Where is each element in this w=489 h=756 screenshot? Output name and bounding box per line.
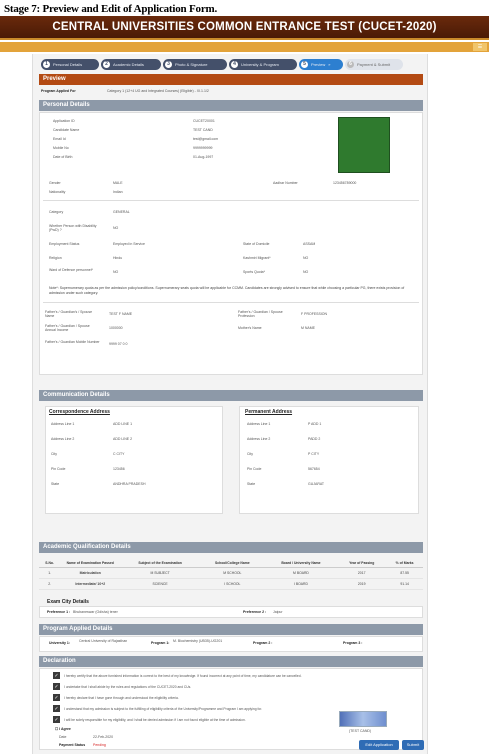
corr-label: Pin Code (51, 467, 66, 471)
cell: M SUBJECT (120, 568, 200, 579)
nationality-value: Indian (113, 190, 123, 194)
col-year: Year of Passing (337, 559, 386, 568)
field-label: Date of Birth (53, 155, 73, 159)
edit-application-button[interactable]: Edit Application (359, 740, 399, 750)
defence-value: NO (113, 270, 119, 274)
checkbox[interactable]: ✓ (54, 672, 59, 679)
checkbox[interactable]: ✓ (54, 716, 59, 723)
university-label: University 1: (49, 641, 71, 645)
field-label: Application ID (53, 119, 75, 123)
stage-title: Stage 7: Preview and Edit of Application Form. (4, 3, 218, 15)
table-row (39, 579, 423, 590)
category-value: GENERAL (113, 210, 130, 214)
personal-details-header: Personal Details (39, 100, 423, 111)
payment-status-value: Pending (93, 743, 106, 747)
divider (43, 302, 419, 303)
communication-header: Communication Details (39, 390, 423, 401)
step-academic[interactable] (101, 59, 161, 70)
field-value: CUCET20001 (193, 119, 215, 123)
corr-value: ANDHRA PRADESH (113, 482, 146, 486)
gender-value: MALE (113, 181, 123, 185)
program1-value: M. Biochemistry (UB35)-UG201 (173, 639, 223, 643)
table-row (39, 568, 423, 579)
pref1-label: Preference 1 : (47, 610, 71, 614)
col-marks: % of Marks (386, 559, 423, 568)
checkbox[interactable]: ✓ (54, 705, 59, 712)
step-label: Preview (311, 62, 326, 67)
step-university[interactable] (229, 59, 297, 70)
declaration-item (53, 693, 179, 702)
correspondence-title: Correspondence Address (49, 409, 110, 415)
checkbox[interactable]: ✓ (54, 694, 59, 701)
supernumerary-note: Note*: Supernumerary quota as per the admission policy/conditions. Supernumerary seats quota will be applicable for CCMM. Candidates are strongly advised to ensure that while choosing a particular PG, there exists provision of admission under such category. (49, 286, 405, 295)
academic-header: Academic Qualification Details (39, 542, 423, 553)
income-label: Father's / Guardian / Spouse Annual Income (45, 324, 90, 332)
field-label: Candidate Name (53, 128, 80, 132)
step-label: Photo & Signature (175, 62, 208, 67)
pref1-value: Bhubaneswar (Odisha) tener (73, 610, 118, 614)
step-label: University & Program (241, 62, 279, 67)
perm-label: State (247, 482, 256, 486)
corr-label: State (51, 482, 60, 486)
corr-value: 123456 (113, 467, 125, 471)
agree-checkbox-label[interactable]: ☐ I Agree (55, 727, 71, 731)
aadhar-label: Aadhar Number (273, 181, 298, 185)
chevron-right-icon: » (328, 62, 331, 67)
declaration-item (53, 704, 262, 713)
col-board: Board / University Name (265, 559, 337, 568)
pref2-value: Jaipur (273, 610, 283, 614)
cell: I SCHOOL (200, 579, 265, 590)
step-number: 4 (231, 61, 238, 68)
perm-value: GUJARAT (308, 482, 325, 486)
step-personal[interactable] (41, 59, 99, 70)
step-label: Payment & Submit (357, 62, 391, 67)
income-value: 1000000 (109, 326, 123, 330)
gender-label: Gender (49, 181, 61, 185)
university-value: Central University of Rajasthan (79, 639, 128, 643)
perm-value: P CITY (308, 452, 320, 456)
mother-label: Mother's Name (238, 326, 262, 330)
declaration-text: I undertake that I shall abide by the rules and regulations of the CUCET-2020 and CUs. (64, 684, 192, 689)
application-page (32, 54, 428, 754)
cell: 2. (39, 579, 60, 590)
program-details-header: Program Applied Details (39, 624, 423, 635)
perm-label: Address Line 1 (247, 422, 271, 426)
perm-label: Pin Code (247, 467, 262, 471)
date-value: 22-Feb-2020 (93, 735, 114, 739)
checkbox[interactable]: ✓ (54, 683, 59, 690)
col-exam: Name of Examination Passed (60, 559, 120, 568)
field-value: TEST CAND (193, 128, 213, 132)
col-subject: Subject of the Examination (120, 559, 200, 568)
cell: 1. (39, 568, 60, 579)
father-profession-value: F PROFESSION (301, 312, 328, 316)
guardian-mobile-label: Father's / Guardian Mobile Number (45, 340, 100, 344)
table-header-row (39, 559, 423, 568)
religion-value: Hindu (113, 256, 123, 260)
declaration-text: I hereby declare that I have gone through and understood the eligibility criteria. (64, 695, 179, 700)
sports-label: Sports Quota* (243, 270, 265, 274)
submit-button[interactable]: Submit (402, 740, 424, 750)
step-number: 1 (43, 61, 50, 68)
nationality-label: Nationality (49, 190, 66, 194)
kashmiri-value: NO (303, 256, 309, 260)
perm-value: P ADD 1 (308, 422, 322, 426)
father-label: Father's / Guardian's / Spouse Name (45, 310, 93, 318)
defence-label: Ward of Defence personnel* (49, 268, 93, 272)
cell: M SCHOOL (200, 568, 265, 579)
date-label: Date (59, 735, 67, 739)
ribbon-bar (0, 42, 489, 52)
mother-value: M NAME (301, 326, 315, 330)
program2-label: Program 2 : (253, 641, 273, 645)
step-number: 6 (347, 61, 354, 68)
cell: 87.55 (386, 568, 423, 579)
employment-value: Employed in Service (113, 242, 145, 246)
domicile-value: ASSAM (303, 242, 316, 246)
signature-image (339, 711, 387, 727)
preview-header: Preview (39, 74, 423, 85)
step-payment[interactable] (345, 59, 403, 70)
cell: M BOARD (265, 568, 337, 579)
banner (0, 16, 489, 40)
guardian-mobile-value: 9999 07 0 0 (109, 342, 128, 346)
pwd-value: NO (113, 226, 119, 230)
corr-label: City (51, 452, 58, 456)
kashmiri-label: Kashmiri Migrant* (243, 256, 271, 260)
col-sno: S.No. (39, 559, 60, 568)
employment-label: Employment Status (49, 242, 80, 246)
program1-label: Program 1: (151, 641, 170, 645)
candidate-photo (338, 117, 390, 173)
step-number: 5 (301, 61, 308, 68)
aadhar-value: 123456789000 (333, 181, 357, 185)
program-applied-label: Program Applied For (41, 89, 76, 93)
field-value: 01-Aug-1997 (193, 155, 214, 159)
perm-value: PADD 2 (308, 437, 321, 441)
father-profession-label: Father's / Guardian / Spouse Profession (238, 310, 283, 318)
wizard-steps (41, 59, 403, 70)
cell: I BOARD (265, 579, 337, 590)
field-value: test@gmail.com (193, 137, 219, 141)
declaration-item (53, 671, 302, 680)
ribbon-menu-icon[interactable]: ☰ (473, 43, 487, 51)
banner-title: CENTRAL UNIVERSITIES COMMON ENTRANCE TEST (CUCET-2020) (52, 21, 437, 33)
field-value: 9999999999 (193, 146, 213, 150)
declaration-item (53, 715, 246, 724)
agree-text: I Agree (59, 727, 71, 731)
cell: Matriculation (60, 568, 120, 579)
cell: Intermediate/ 10+2 (60, 579, 120, 590)
declaration-text: I will be solely responsible for my eligibility, and I shall be denied admission if I am not found eligible at the time of admission. (64, 717, 246, 722)
step-number: 2 (103, 61, 110, 68)
payment-status-label: Payment Status (59, 743, 86, 747)
corr-label: Address Line 1 (51, 422, 75, 426)
domicile-label: State of Domicile (243, 242, 270, 246)
perm-label: Address Line 2 (247, 437, 271, 441)
corr-value: ADD LINE 1 (113, 422, 133, 426)
divider (43, 200, 419, 201)
declaration-text: I understand that my admission is subject to the fulfilling of eligibility criteria of the University/Programme and Program I am applying for. (64, 706, 263, 711)
declaration-text: I hereby certify that the above furnished information is correct to the best of my knowledge. If found incorrect at any point of time, my candidature can be cancelled. (64, 673, 302, 678)
academic-table (39, 559, 423, 590)
father-value: TEST F NAME (109, 312, 133, 316)
step-number: 3 (165, 61, 172, 68)
cell: 2017 (337, 568, 386, 579)
declaration-item (53, 682, 191, 691)
pref2-label: Preference 2 : (243, 610, 267, 614)
corr-label: Address Line 2 (51, 437, 75, 441)
cell: SCIENCE (120, 579, 200, 590)
step-label: Academic Details (113, 62, 144, 67)
exam-city-header: Exam City Details (47, 599, 89, 605)
field-label: Mobile No (53, 146, 69, 150)
step-label: Personal Details (53, 62, 83, 67)
cell: 2019 (337, 579, 386, 590)
category-label: Category (49, 210, 64, 214)
religion-label: Religion (49, 256, 62, 260)
perm-value: 567654 (308, 467, 320, 471)
declaration-header: Declaration (39, 656, 423, 667)
sports-value: NO (303, 270, 309, 274)
cell: 91.14 (386, 579, 423, 590)
step-photo[interactable] (163, 59, 227, 70)
step-preview[interactable] (299, 59, 343, 70)
corr-value: C CITY (113, 452, 125, 456)
col-school: School/College Name (200, 559, 265, 568)
perm-label: City (247, 452, 254, 456)
program-applied-value: Category 1 (12+4 UG and Integrated Courses) (Eligible) - XI.1.1/2 (107, 89, 209, 93)
program3-label: Program 3 : (343, 641, 363, 645)
signature-caption: (TEST CAND) (349, 729, 372, 733)
permanent-title: Permanent Address (245, 409, 293, 415)
pwd-label: Whether Person with Disability (PwD) ? (49, 224, 97, 232)
field-label: Email Id (53, 137, 66, 141)
corr-value: ADD LINE 2 (113, 437, 133, 441)
